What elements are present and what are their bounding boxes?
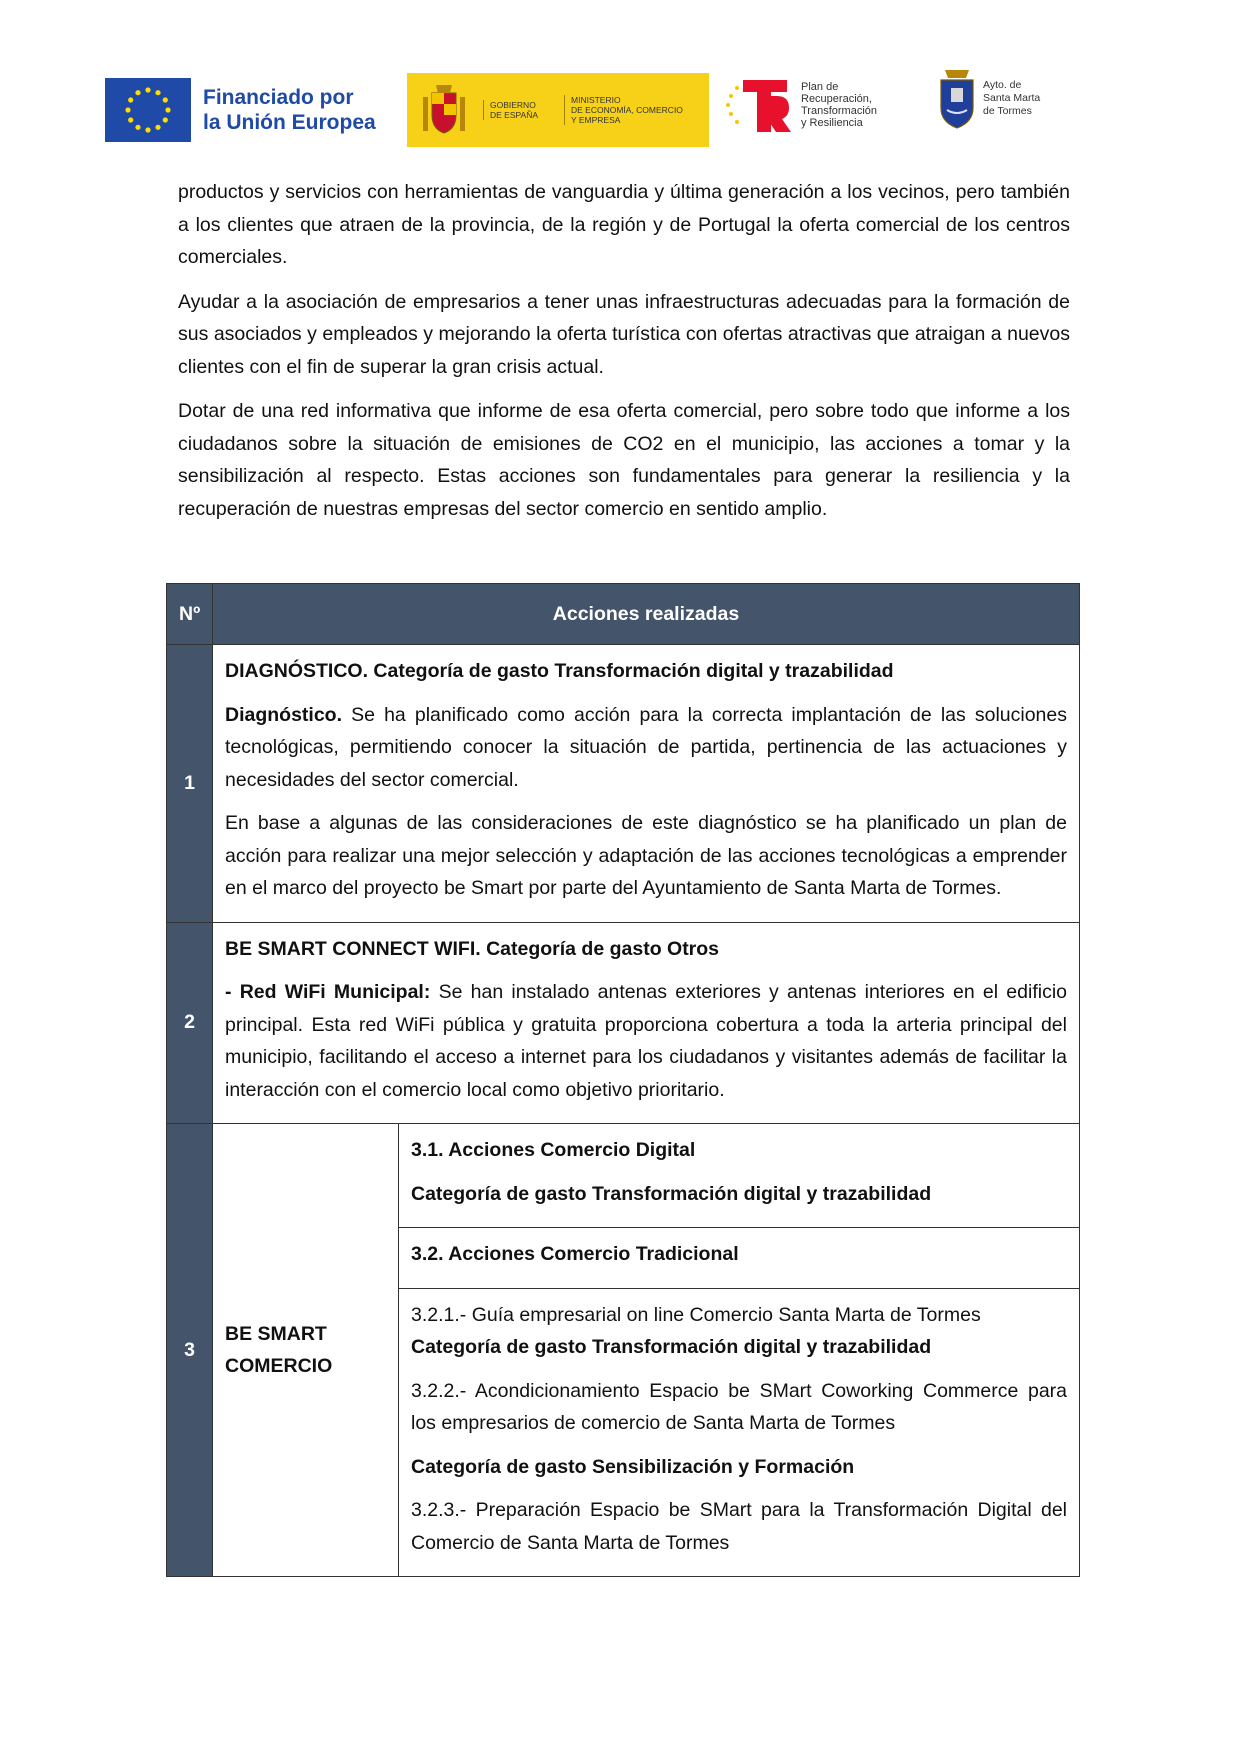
eu-logo-text: [203, 85, 376, 135]
row1-paragraph-1: [225, 699, 1067, 797]
column-header-num: Nº: [167, 584, 213, 645]
intro-paragraph-1: productos y servicios con herramientas de vanguardia y última generación a los vecinos, pero también a los clientes que atraen de la provincia, de la región y de Portugal la oferta comercial de los centros comerciales.: [178, 181, 1070, 268]
row2-p1-rest: Se han instalado antenas exteriores y antenas interiores en el edificio principal. Esta red WiFi pública y gratuita proporciona cobertura a toda la arteria principal del municipio, facilitando el acceso a internet para los ciudadanos y visitantes además de facilitar la interacción con el comercio local como objetivo prioritario.: [225, 981, 1067, 1101]
ministerio-line1: MINISTERIO: [571, 95, 621, 105]
row2-paragraph-1: [225, 976, 1067, 1106]
plan-recuperacion-text: [801, 81, 911, 129]
ayto-line2: Santa Marta: [983, 91, 1041, 104]
ministerio-line2: DE ECONOMÍA, COMERCIO: [571, 105, 683, 115]
ministerio-text: [564, 95, 699, 125]
row3-label: BE SMART COMERCIO: [213, 1124, 399, 1577]
table-row-1: [167, 645, 1080, 923]
table-header-row: [167, 584, 1080, 645]
intro-section: [178, 176, 1070, 537]
ayto-line3: de Tormes: [983, 104, 1032, 117]
row3-section-3-2-items: [399, 1288, 1080, 1577]
item-3-2-1-category: Categoría de gasto Transformación digital y trazabilidad: [411, 1336, 932, 1358]
ayto-line1: Ayto. de: [983, 78, 1022, 91]
eu-logo-line2: la Unión Europea: [203, 111, 376, 134]
row1-p1-rest: Se ha planificado como acción para la correcta implantación de las soluciones tecnológicas, permitiendo conocer la situación de partida, pertinencia de las actuaciones y necesidades del sector comercial.: [225, 703, 1067, 791]
table-row-3a: [167, 1124, 1080, 1228]
row-content-2: [213, 922, 1080, 1124]
row2-p1-bold: - Red WiFi Municipal:: [225, 981, 431, 1003]
gobierno-line1: GOBIERNO: [490, 100, 536, 110]
row3-section-3-2: [399, 1228, 1080, 1289]
plan-line3: Transformación: [801, 105, 878, 117]
row1-paragraph-2: En base a algunas de las consideraciones de este diagnóstico se ha planificado un plan de acción para realizar una mejor selección y adaptación de las acciones tecnológicas a emprender en el marco del proyecto be Smart por parte del Ayuntamiento de Santa Marta de Tormes.: [225, 812, 1067, 899]
coat-of-arms-icon: [419, 83, 469, 137]
actions-table: [166, 583, 1080, 1577]
prtr-mark-icon: [723, 72, 793, 138]
section-3-2-category-2: Categoría de gasto Sensibilización y Formación: [411, 1455, 855, 1478]
gobierno-line2: DE ESPAÑA: [490, 110, 539, 120]
row-number-2: 2: [167, 922, 213, 1124]
eu-logo-line1: Financiado por: [203, 86, 354, 109]
plan-line2: Recuperación,: [801, 93, 872, 105]
row-content-1: [213, 645, 1080, 923]
ayuntamiento-text: [983, 79, 1053, 118]
item-3-2-2: 3.2.2.- Acondicionamiento Espacio be SMart Coworking Commerce para los empresarios de comercio de Santa Marta de Tormes: [411, 1379, 1067, 1434]
row1-p1-bold: Diagnóstico.: [225, 703, 343, 726]
header-logos: [105, 66, 1065, 152]
item-3-2-1: [411, 1299, 1067, 1364]
row2-title: BE SMART CONNECT WIFI. Categoría de gasto Otros: [225, 937, 720, 960]
column-header-actions: Acciones realizadas: [213, 584, 1080, 645]
eu-flag-icon: [105, 78, 191, 142]
gobierno-text: [483, 100, 554, 120]
intro-paragraph-2: Ayudar a la asociación de empresarios a tener unas infraestructuras adecuadas para la formación de sus asociados y empleados y mejorando la oferta turística con ofertas atractivas que atraigan a nuevos clientes con el fin de superar la gran crisis actual.: [178, 290, 1070, 378]
row-number-3: 3: [167, 1124, 213, 1577]
item-3-2-3: 3.2.3.- Preparación Espacio be SMart para la Transformación Digital del Comercio de Santa Marta de Tormes: [411, 1499, 1067, 1554]
section-3-1-category: Categoría de gasto Transformación digital y trazabilidad: [411, 1182, 932, 1205]
municipal-shield-icon: [937, 66, 977, 130]
item-3-2-1-text: 3.2.1.- Guía empresarial on line Comercio Santa Marta de Tormes: [411, 1303, 981, 1326]
plan-line1: Plan de: [801, 81, 839, 93]
plan-line4: y Resiliencia: [801, 117, 863, 129]
row3-section-3-1: [399, 1124, 1080, 1228]
table-row-2: [167, 922, 1080, 1124]
intro-paragraph-3: Dotar de una red informativa que informe de esa oferta comercial, pero sobre todo que informe a los ciudadanos sobre la situación de emisiones de CO2 en el municipio, las acciones a tomar y la sensibilización al respecto. Estas acciones son fundamentales para generar la resiliencia y la recuperación de nuestras empresas del sector comercio en sentido amplio.: [178, 400, 1070, 520]
row-number-1: 1: [167, 645, 213, 923]
section-3-2-title: 3.2. Acciones Comercio Tradicional: [411, 1243, 739, 1265]
ministerio-line3: Y EMPRESA: [571, 115, 621, 125]
plan-recuperacion-logo: [723, 72, 911, 138]
eu-logo: [105, 78, 376, 142]
section-3-1-title: 3.1. Acciones Comercio Digital: [411, 1139, 696, 1161]
gobierno-logo: [407, 73, 709, 147]
row1-title: DIAGNÓSTICO. Categoría de gasto Transformación digital y trazabilidad: [225, 660, 894, 682]
ayuntamiento-logo: [937, 66, 1053, 130]
